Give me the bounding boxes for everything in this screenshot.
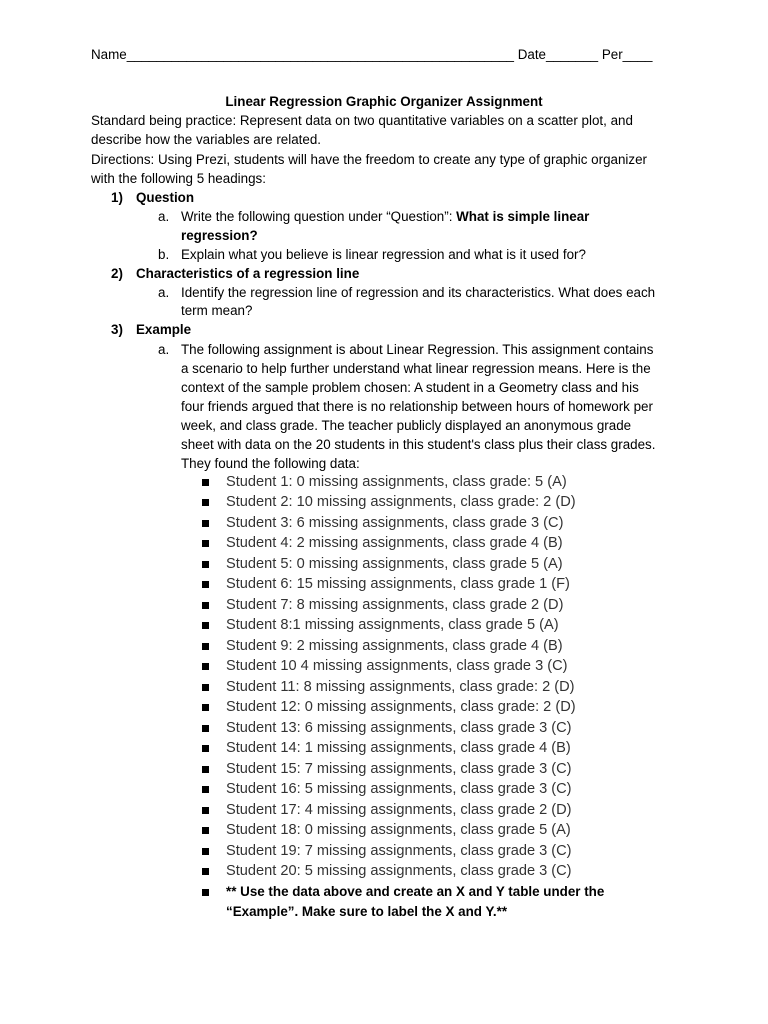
student-entry: Student 12: 0 missing assignments, class grade: 2 (D) [226, 699, 576, 715]
square-bullet-icon [202, 827, 209, 834]
student-entry: Student 6: 15 missing assignments, class grade 1 (F) [226, 576, 570, 592]
item-question-bold-continued: regression? [181, 228, 258, 243]
item-text: Identify the regression line of regression and its characteristics. What does each [181, 285, 656, 300]
section-number: 3) [111, 322, 123, 337]
student-entry: Student 5: 0 missing assignments, class grade 5 (A) [226, 556, 563, 572]
square-bullet-icon [202, 499, 209, 506]
section-heading: Question [136, 190, 195, 205]
student-entry: Student 8:1 missing assignments, class grade 5 (A) [226, 617, 559, 633]
item-text: Explain what you believe is linear regression and what is it used for? [181, 247, 586, 262]
section-number: 1) [111, 190, 123, 205]
square-bullet-icon [202, 684, 209, 691]
example-text-line: The following assignment is about Linear Regression. This assignment contains [181, 342, 654, 357]
item-text-prefix: Write the following question under “Question”: [181, 209, 457, 224]
square-bullet-icon [202, 848, 209, 855]
section-heading: Example [136, 322, 192, 337]
example-text-line: They found the following data: [181, 456, 360, 471]
student-entry: Student 14: 1 missing assignments, class grade 4 (B) [226, 740, 571, 756]
student-entry: Student 20: 5 missing assignments, class grade 3 (C) [226, 863, 572, 879]
square-bullet-icon [202, 602, 209, 609]
square-bullet-icon [202, 643, 209, 650]
square-bullet-icon [202, 889, 209, 896]
directions-text-line-2: with the following 5 headings: [91, 171, 266, 186]
student-entry: Student 17: 4 missing assignments, class grade 2 (D) [226, 802, 572, 818]
square-bullet-icon [202, 540, 209, 547]
example-text-line: week, and class grade. The teacher publicly displayed an anonymous grade [181, 418, 632, 433]
square-bullet-icon [202, 561, 209, 568]
square-bullet-icon [202, 807, 209, 814]
student-entry: Student 13: 6 missing assignments, class grade 3 (C) [226, 720, 572, 736]
directions-text-line-1: Directions: Using Prezi, students will have the freedom to create any type of graphic organizer [91, 152, 647, 167]
item-text [181, 207, 589, 226]
student-entry: Student 18: 0 missing assignments, class grade 5 (A) [226, 822, 571, 838]
final-instruction-line-1: ** Use the data above and create an X and Y table under the [226, 884, 605, 899]
square-bullet-icon [202, 663, 209, 670]
student-entry: Student 19: 7 missing assignments, class grade 3 (C) [226, 843, 572, 859]
square-bullet-icon [202, 479, 209, 486]
square-bullet-icon [202, 745, 209, 752]
item-letter: b. [158, 247, 170, 262]
standard-text-line-1: Standard being practice: Represent data on two quantitative variables on a scatter plot, and [91, 113, 633, 128]
item-letter: a. [158, 209, 170, 224]
item-question-bold: What is simple linear [456, 209, 590, 224]
square-bullet-icon [202, 581, 209, 588]
square-bullet-icon [202, 786, 209, 793]
example-text-line: a scenario to help further understand what linear regression means. Here is the [181, 361, 651, 376]
student-entry: Student 15: 7 missing assignments, class grade 3 (C) [226, 761, 572, 777]
item-text-continued: term mean? [181, 303, 253, 318]
student-entry: Student 3: 6 missing assignments, class grade 3 (C) [226, 515, 564, 531]
final-instruction-line-2: “Example”. Make sure to label the X and Y.** [226, 904, 508, 919]
square-bullet-icon [202, 766, 209, 773]
student-entry: Student 4: 2 missing assignments, class grade 4 (B) [226, 535, 563, 551]
section-heading: Characteristics of a regression line [136, 266, 360, 281]
square-bullet-icon [202, 868, 209, 875]
student-entry: Student 9: 2 missing assignments, class grade 4 (B) [226, 638, 563, 654]
student-entry: Student 2: 10 missing assignments, class grade: 2 (D) [226, 494, 576, 510]
square-bullet-icon [202, 704, 209, 711]
student-entry: Student 10 4 missing assignments, class grade 3 (C) [226, 658, 568, 674]
student-entry: Student 7: 8 missing assignments, class grade 2 (D) [226, 597, 564, 613]
example-text-line: context of the sample problem chosen: A student in a Geometry class and his [181, 380, 639, 395]
student-entry: Student 16: 5 missing assignments, class grade 3 (C) [226, 781, 572, 797]
example-text-line: sheet with data on the 20 students in this student's class plus their class grades. [181, 437, 656, 452]
standard-text-line-2: describe how the variables are related. [91, 132, 322, 147]
square-bullet-icon [202, 622, 209, 629]
student-entry: Student 11: 8 missing assignments, class grade: 2 (D) [226, 679, 575, 695]
item-letter: a. [158, 285, 170, 300]
student-entry: Student 1: 0 missing assignments, class grade: 5 (A) [226, 474, 567, 490]
name-date-period-line: Name____________________________________________________ Date_______ Per____ [91, 47, 653, 62]
example-text-line: four friends argued that there is no relationship between hours of homework per [181, 399, 653, 414]
square-bullet-icon [202, 520, 209, 527]
square-bullet-icon [202, 725, 209, 732]
section-number: 2) [111, 266, 123, 281]
item-letter: a. [158, 342, 170, 357]
document-title: Linear Regression Graphic Organizer Assignment [225, 94, 543, 109]
